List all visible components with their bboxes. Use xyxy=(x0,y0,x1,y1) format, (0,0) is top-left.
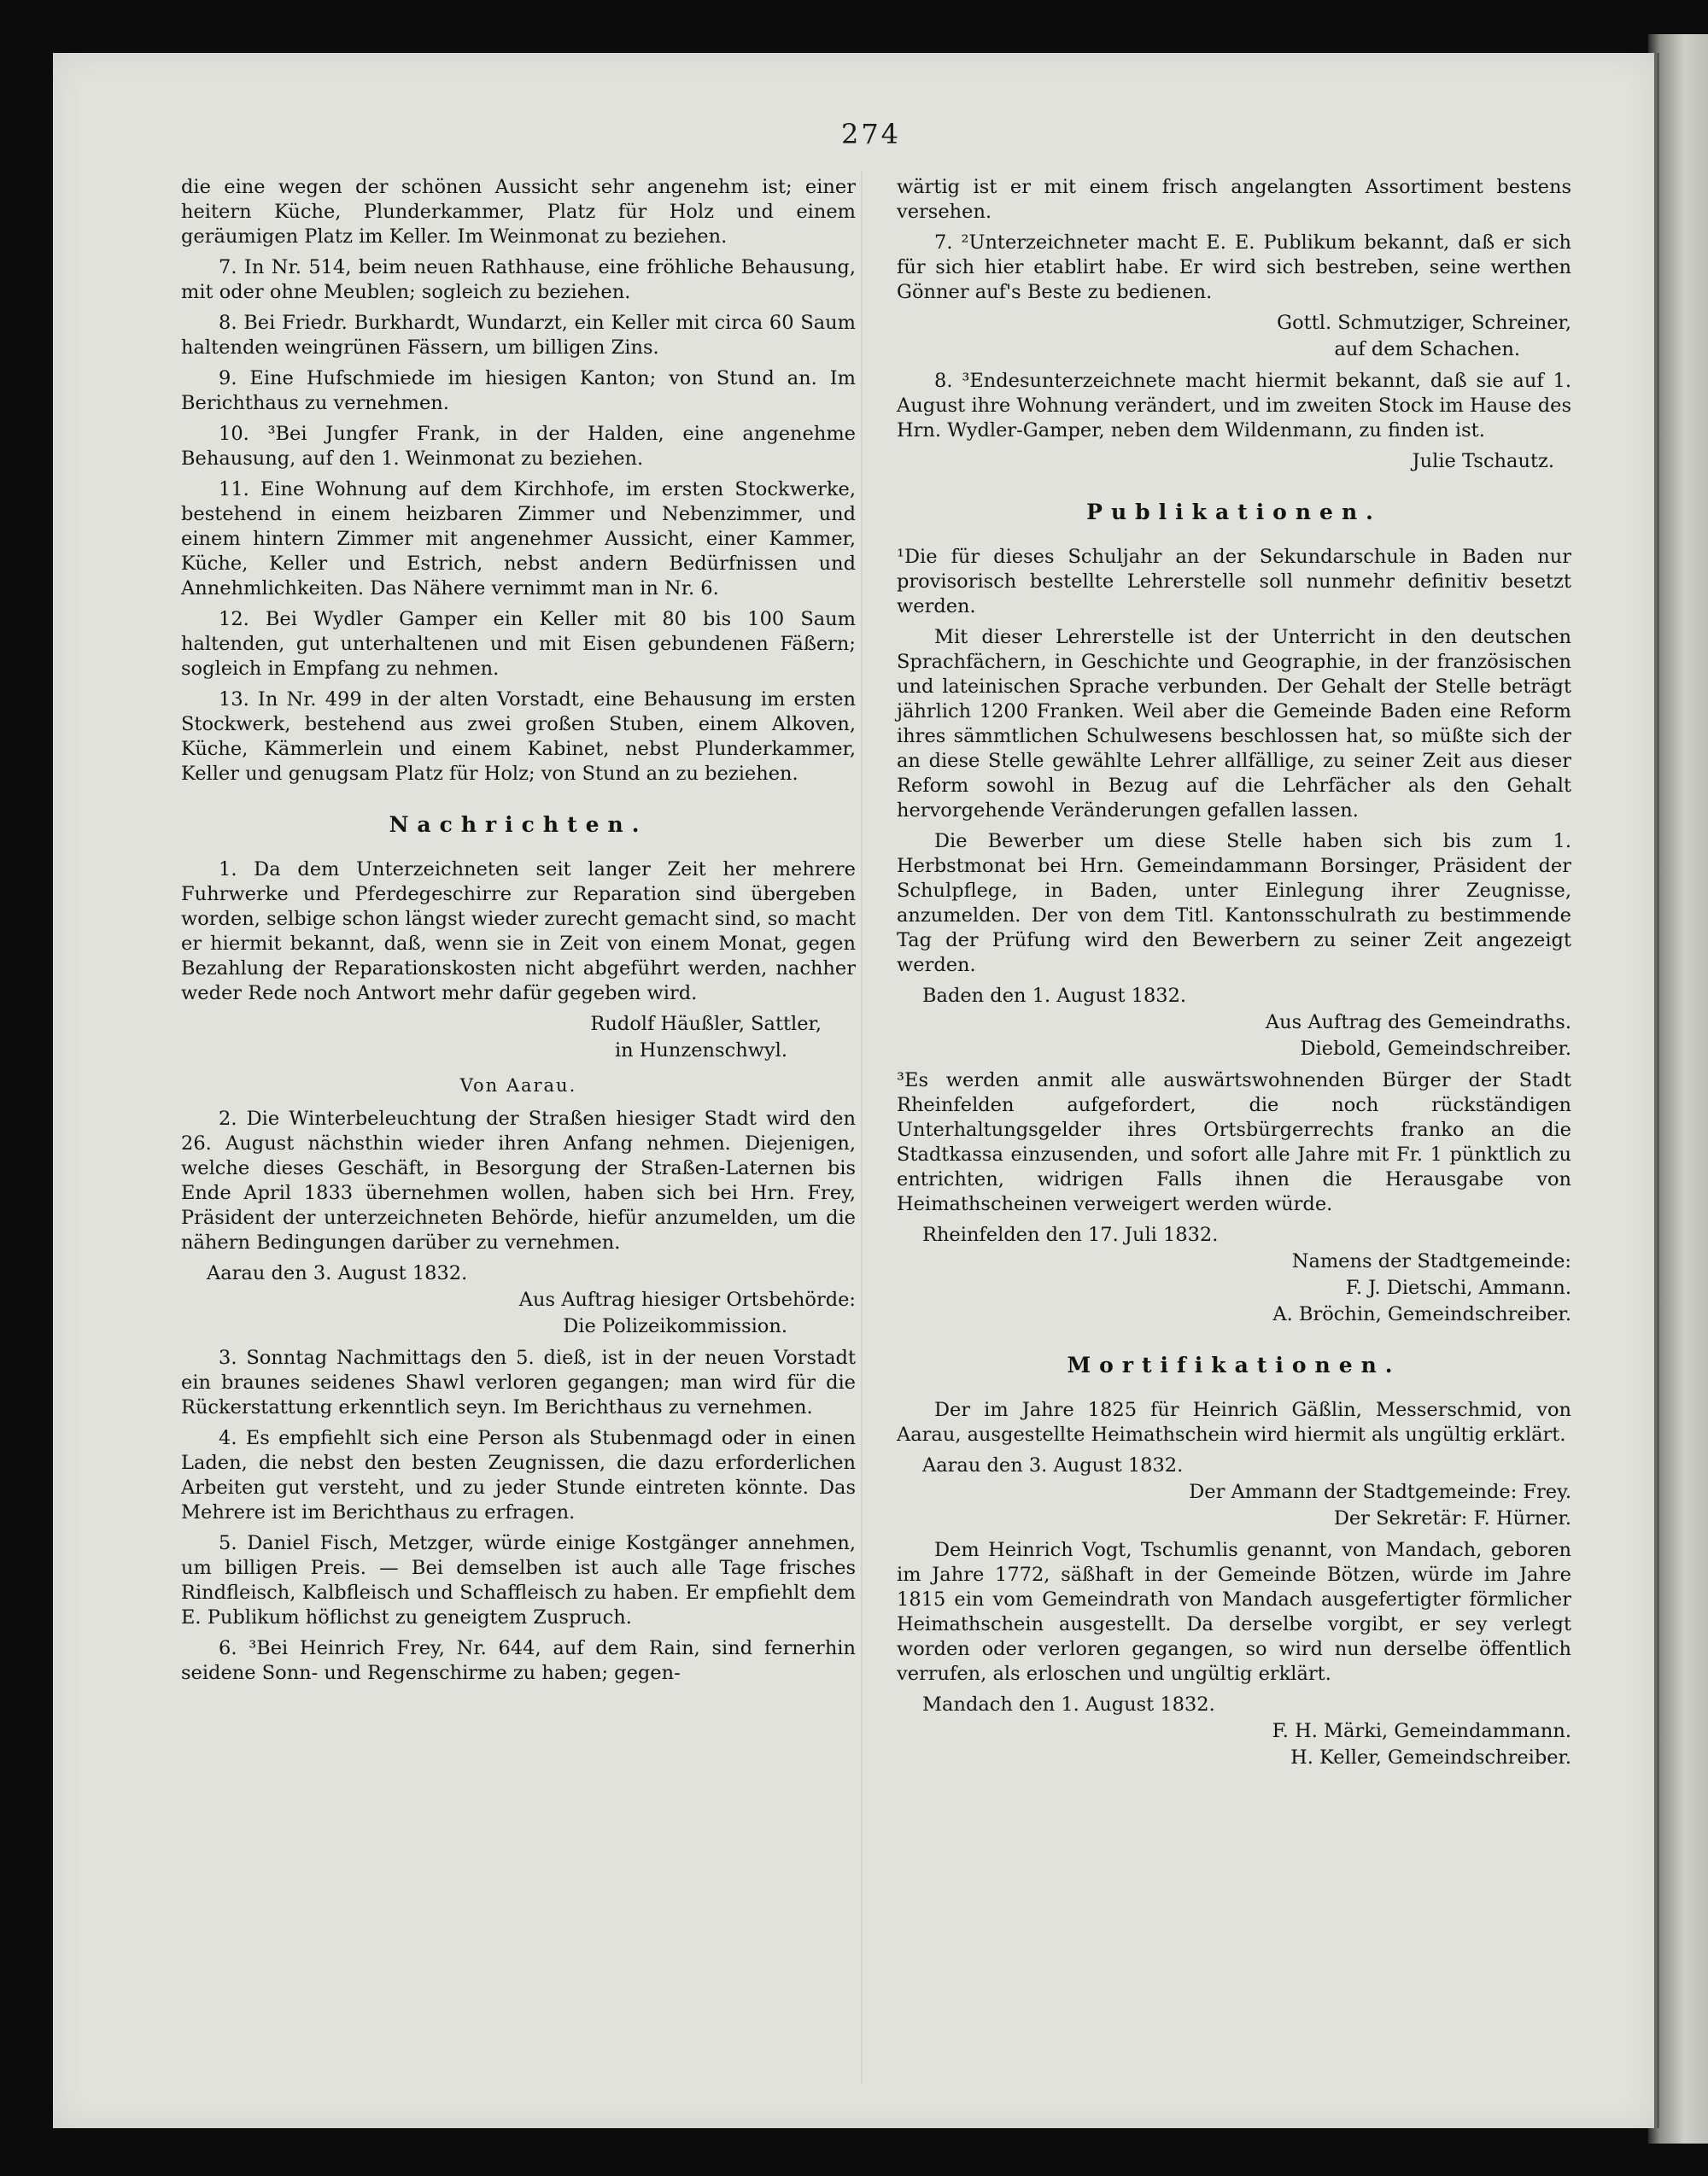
text-paragraph: Mit dieser Lehrerstelle ist der Unterricht in den deutschen Sprachfächern, in Geschichte und Geographie, in der französischen und lateinischen Sprache verbunden. Der Gehalt der Stelle beträgt jährlich 1200 Franken. Weil aber die Gemeinde Baden eine Reform ihres sämmtlichen Schulwesens beschlossen hat, so müßte sich der an diese Stelle gewählte Lehrer allfällige, zu seiner Zeit aus dieser Reform sowohl in Bezug auf die Lehrfächer als den Gehalt hervorgehende Veränderungen gefallen lassen. xyxy=(897,626,1571,822)
signature-block xyxy=(897,1480,1571,1531)
signature-block xyxy=(897,311,1571,362)
text-paragraph: Die Bewerber um diese Stelle haben sich bis zum 1. Herbstmonat bei Hrn. Gemeindammann Borsinger, Präsident der Schulpflege, in Baden, unter Einlegung ihrer Zeugnisse, anzumelden. Der von dem Titl. Kantonsschulrath zu bestimmende Tag der Prüfung wird den Bewerbern zu seiner Zeit angezeigt werden. xyxy=(897,830,1571,976)
signature-line: Gottl. Schmutziger, Schreiner, xyxy=(1277,312,1571,334)
left-column xyxy=(181,175,856,1692)
signature-line: Aus Auftrag des Gemeindraths. xyxy=(1265,1011,1571,1033)
signature-line: Die Polizeikommission. xyxy=(563,1315,787,1337)
notice-item: 9. Eine Hufschmiede im hiesigen Kanton; von Stund an. Im Berichthaus zu vernehmen. xyxy=(181,367,856,414)
place-date: Aarau den 3. August 1832. xyxy=(922,1454,1184,1477)
signature-line: auf dem Schachen. xyxy=(1334,338,1520,360)
text-paragraph: wärtig ist er mit einem frisch angelangten Assortiment bestens versehen. xyxy=(897,176,1571,223)
signature-line: Rudolf Häußler, Sattler, xyxy=(590,1013,822,1035)
notice-item: 7. In Nr. 514, beim neuen Rathhause, eine fröhliche Behausung, mit oder ohne Meublen; sogleich zu beziehen. xyxy=(181,256,856,303)
signature-block xyxy=(181,1288,856,1339)
text-paragraph: ¹Die für dieses Schuljahr an der Sekundarschule in Baden nur provisorisch bestellte Lehrerstelle soll nunmehr definitiv besetzt werden. xyxy=(897,546,1571,617)
place-date: Baden den 1. August 1832. xyxy=(922,985,1187,1007)
place-date: Aarau den 3. August 1832. xyxy=(207,1262,468,1284)
notice-item: 6. ³Bei Heinrich Frey, Nr. 644, auf dem Rain, sind fernerhin seidene Sonn- und Regenschirme zu haben; gegen- xyxy=(181,1637,856,1684)
notice-item: 3. Sonntag Nachmittags den 5. dieß, ist in der neuen Vorstadt ein braunes seidenes Shawl verloren gegangen; man wird für die Rückerstattung erkenntlich seyn. Im Berichthaus zu vernehmen. xyxy=(181,1347,856,1418)
right-column xyxy=(897,175,1571,1777)
notice-item: 10. ³Bei Jungfer Frank, in der Halden, eine angenehme Behausung, auf den 1. Weinmonat zu beziehen. xyxy=(181,423,856,470)
text-paragraph: die eine wegen der schönen Aussicht sehr angenehm ist; einer heitern Küche, Plunderkammer, Platz für Holz und einem geräumigen Platz im Keller. Im Weinmonat zu beziehen. xyxy=(181,176,856,248)
place-date: Rheinfelden den 17. Juli 1832. xyxy=(922,1224,1219,1246)
signature-line: Der Ammann der Stadtgemeinde: Frey. xyxy=(1189,1481,1571,1503)
text-paragraph: Dem Heinrich Vogt, Tschumlis genannt, von Mandach, geboren im Jahre 1772, säßhaft in der Gemeinde Bötzen, würde im Jahre 1815 ein vom Gemeindrath von Mandach ausgefertigter förmlicher Heimathschein ausgestellt. Da derselbe vorgibt, er sey verlegt worden oder verloren gegangen, so wird nun derselbe öffentlich verrufen, als erloschen und ungültig erklärt. xyxy=(897,1539,1571,1685)
notice-item: 11. Eine Wohnung auf dem Kirchhofe, im ersten Stockwerke, bestehend in einem heizbaren Zimmer und Nebenzimmer, und einem hintern Zimmer mit angenehmer Aussicht, einer Kammer, Küche, Keller und Estrich, nebst andern Bedürfnissen und Annehmlichkeiten. Das Nähere vernimmt man in Nr. 6. xyxy=(181,478,856,600)
place-date: Mandach den 1. August 1832. xyxy=(922,1693,1215,1716)
notice-item: 12. Bei Wydler Gamper ein Keller mit 80 bis 100 Saum haltenden, gut unterhaltenen und mit Eisen gebundenen Fäßern; sogleich in Empfang zu nehmen. xyxy=(181,608,856,680)
signature-line: in Hunzenschwyl. xyxy=(614,1039,787,1062)
signature-block xyxy=(897,1010,1571,1062)
notice-item: 8. ³Endesunterzeichnete macht hiermit bekannt, daß sie auf 1. August ihre Wohnung verändert, und im zweiten Stock im Hause des Hrn. Wydler-Gamper, neben dem Wildenmann, zu finden ist. xyxy=(897,370,1571,442)
signature-line: F. J. Dietschi, Ammann. xyxy=(1345,1277,1571,1299)
column-gutter xyxy=(861,171,863,2084)
page-number: 274 xyxy=(840,118,902,150)
signature-block xyxy=(897,1719,1571,1770)
notice-item: 2. Die Winterbeleuchtung der Straßen hiesiger Stadt wird den 26. August nächsthin wieder ihren Anfang nehmen. Diejenigen, welche dieses Geschäft, in Besorgung der Straßen-Laternen bis Ende April 1833 übernehmen wollen, haben sich bei Hrn. Frey, Präsident der unterzeichneten Behörde, hiefür anzumelden, um die nähern Bedingungen darüber zu vernehmen. xyxy=(181,1108,856,1254)
signature-line: Diebold, Gemeindschreiber. xyxy=(1300,1038,1571,1060)
signature-line: Der Sekretär: F. Hürner. xyxy=(1333,1507,1571,1530)
section-heading-nachrichten: Nachrichten. xyxy=(389,812,648,837)
notice-item: 5. Daniel Fisch, Metzger, würde einige Kostgänger annehmen, um billigen Preis. — Bei demselben ist auch alle Tage frisches Rindfleisch, Kalbfleisch und Schaffleisch zu haben. Er empfiehlt dem E. Publikum höflichst zu geneigtem Zuspruch. xyxy=(181,1532,856,1629)
signature-line: Julie Tschautz. xyxy=(1412,450,1554,472)
notice-item: 13. In Nr. 499 in der alten Vorstadt, eine Behausung im ersten Stockwerk, bestehend aus zwei großen Stuben, einem Alkoven, Küche, Kämmerlein und einem Kabinet, nebst Plunderkammer, Keller und genugsam Platz für Holz; von Stund an zu beziehen. xyxy=(181,688,856,785)
signature-line: H. Keller, Gemeindschreiber. xyxy=(1290,1746,1571,1769)
subheading-von-aarau: Von Aarau. xyxy=(459,1075,577,1096)
text-paragraph: Der im Jahre 1825 für Heinrich Gäßlin, Messerschmid, von Aarau, ausgestellte Heimathschein wird hiermit als ungültig erklärt. xyxy=(897,1399,1571,1446)
signature-block xyxy=(181,1012,856,1063)
signature-line: Namens der Stadtgemeinde: xyxy=(1291,1250,1571,1272)
signature-line: Aus Auftrag hiesiger Ortsbehörde: xyxy=(518,1289,856,1311)
signature-line: F. H. Märki, Gemeindammann. xyxy=(1272,1720,1571,1742)
notice-item: 4. Es empfiehlt sich eine Person als Stubenmagd oder in einen Laden, die nebst den besten Zeugnissen, die dazu erforderlichen Arbeiten gut versteht, und zu jeder Stunde eintreten könnte. Das Mehrere ist im Berichthaus zu erfragen. xyxy=(181,1427,856,1524)
section-heading-mortifikationen: Mortifikationen. xyxy=(1067,1353,1401,1378)
notice-item: 8. Bei Friedr. Burkhardt, Wundarzt, ein Keller mit circa 60 Saum haltenden weingrünen Fässern, um billigen Zins. xyxy=(181,312,856,359)
section-heading-publikationen: Publikationen. xyxy=(1086,500,1382,524)
page-edge-shadow xyxy=(1657,53,1659,2128)
signature-block xyxy=(897,1249,1571,1327)
notice-item: 7. ²Unterzeichneter macht E. E. Publikum bekannt, daß er sich für sich hier etablirt habe. Er wird sich bestreben, seine werthen Gönner auf's Beste zu bedienen. xyxy=(897,231,1571,303)
text-paragraph: ³Es werden anmit alle auswärtswohnenden Bürger der Stadt Rheinfelden aufgefordert, die noch rückständigen Unterhaltungsgelder ihres Ortsbürgerrechts franko an die Stadtkassa einzusenden, und sofort alle Jahre mit Fr. 1 pünktlich zu entrichten, widrigen Falls ihnen die Herausgabe von Heimathscheinen verweigert werden würde. xyxy=(897,1069,1571,1215)
signature-line: A. Bröchin, Gemeindschreiber. xyxy=(1272,1303,1571,1325)
notice-item: 1. Da dem Unterzeichneten seit langer Zeit her mehrere Fuhrwerke und Pferdegeschirre zur Reparation sind übergeben worden, selbige schon längst wieder zurecht gemacht sind, so macht er hiermit bekannt, daß, wenn sie in Zeit von einem Monat, gegen Bezahlung der Reparationskosten nicht abgeführt werden, nachher weder Rede noch Antwort mehr dafür gegeben wird. xyxy=(181,858,856,1004)
